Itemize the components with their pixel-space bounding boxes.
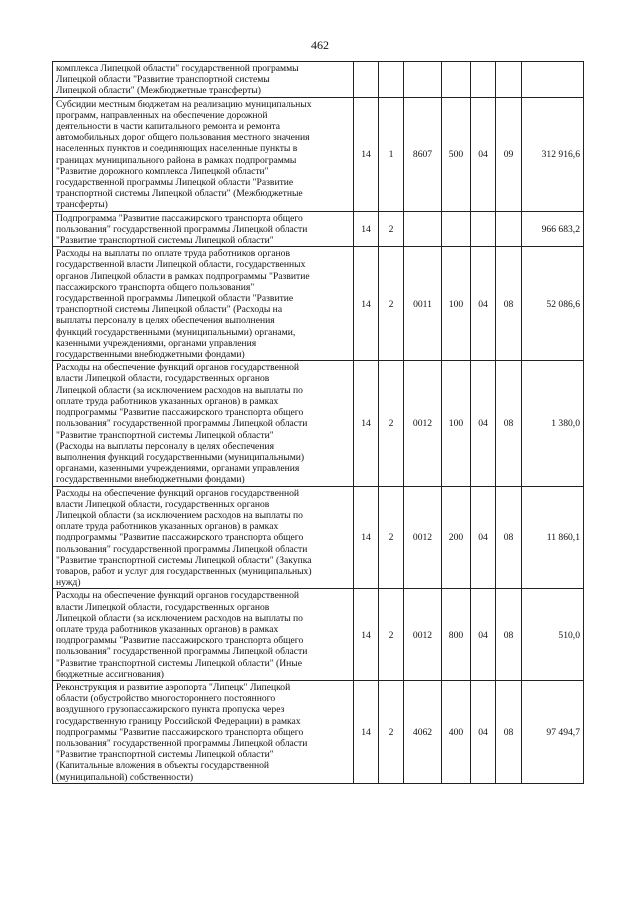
table-row xyxy=(53,211,584,247)
subchapter-code: 09 xyxy=(496,97,522,211)
description-line: населенных пунктов и соединяющих населенные пункты в xyxy=(56,143,298,155)
description-line: Липецкой области (за исключением расходов на выплаты по xyxy=(56,384,303,396)
subchapter-code: 08 xyxy=(496,247,522,361)
subchapter-code: 08 xyxy=(496,589,522,681)
subsection-code: 2 xyxy=(379,486,404,589)
row-description xyxy=(53,247,354,361)
chapter-code xyxy=(471,62,496,98)
description-line: Расходы на выплаты по оплате труда работников органов xyxy=(56,248,290,260)
chapter-code: 04 xyxy=(471,680,496,783)
row-description xyxy=(53,486,354,589)
expense-type-code: 400 xyxy=(442,680,471,783)
description-line: государственными внебюджетными фондами) xyxy=(56,349,245,361)
target-item-code: 0012 xyxy=(404,589,442,681)
expense-type-code xyxy=(442,211,471,247)
subsection-code: 2 xyxy=(379,680,404,783)
description-line: пользования" государственной программы Липецкой области xyxy=(56,646,308,658)
target-item-code: 0011 xyxy=(404,247,442,361)
row-description xyxy=(53,97,354,211)
description-line: оплате труда работников указанных органов) в рамках xyxy=(56,623,279,635)
description-line: Подпрограмма "Развитие пассажирского транспорта общего xyxy=(56,212,303,224)
target-item-code: 0012 xyxy=(404,361,442,486)
row-description xyxy=(53,211,354,247)
description-line: транспортной системы Липецкой области" (Межбюджетные xyxy=(56,188,303,200)
table-row xyxy=(53,589,584,681)
description-line: органов Липецкой области в рамках подпрограммы "Развитие xyxy=(56,270,310,282)
description-line: власти Липецкой области, государственных органов xyxy=(56,601,270,613)
description-line: подпрограммы "Развитие пассажирского транспорта общего xyxy=(56,726,304,738)
description-line: (Расходы на выплаты персоналу в целях обеспечения xyxy=(56,440,274,452)
description-line: программ, направленных на обеспечение дорожной xyxy=(56,109,268,121)
description-line: "Развитие транспортной системы Липецкой области" xyxy=(56,429,274,441)
description-line: Липецкой области "Развитие транспортной системы xyxy=(56,74,270,86)
section-code: 14 xyxy=(354,589,379,681)
description-line: бюджетные ассигнования) xyxy=(56,668,164,680)
expense-type-code: 100 xyxy=(442,361,471,486)
chapter-code xyxy=(471,211,496,247)
chapter-code: 04 xyxy=(471,247,496,361)
chapter-code: 04 xyxy=(471,97,496,211)
target-item-code xyxy=(404,211,442,247)
description-line: области (обустройство многостороннего постоянного xyxy=(56,693,276,705)
description-line: государственной программы Липецкой области "Развитие xyxy=(56,293,294,305)
description-line: деятельности в части капитального ремонта и ремонта xyxy=(56,121,281,133)
section-code: 14 xyxy=(354,247,379,361)
target-item-code: 8607 xyxy=(404,97,442,211)
table-row xyxy=(53,97,584,211)
description-line: Расходы на обеспечение функций органов государственной xyxy=(56,362,300,374)
description-line: подпрограммы "Развитие пассажирского транспорта общего xyxy=(56,635,304,647)
description-line: подпрограммы "Развитие пассажирского транспорта общего xyxy=(56,407,304,419)
budget-table-body xyxy=(53,62,584,784)
description-line: пользования" государственной программы Липецкой области xyxy=(56,418,308,430)
budget-table xyxy=(52,61,584,784)
target-item-code: 0012 xyxy=(404,486,442,589)
description-line: Реконструкция и развитие аэропорта "Липецк" Липецкой xyxy=(56,681,291,693)
subsection-code: 2 xyxy=(379,589,404,681)
target-item-code xyxy=(404,62,442,98)
description-line: Липецкой области (за исключением расходов на выплаты по xyxy=(56,509,303,521)
description-line: государственной программы Липецкой области "Развитие xyxy=(56,177,294,189)
description-line: товаров, работ и услуг для государственных (муниципальных) xyxy=(56,565,312,577)
section-code: 14 xyxy=(354,97,379,211)
description-line: власти Липецкой области, государственных органов xyxy=(56,498,270,510)
description-line: государственную границу Российской Федерации) в рамках xyxy=(56,715,301,727)
description-line: казенными учреждениями, органами управления xyxy=(56,337,257,349)
description-line: воздушного грузопассажирского пункта пропуска через xyxy=(56,704,285,716)
description-line: Расходы на обеспечение функций органов государственной xyxy=(56,590,300,602)
amount-cell: 312 916,6 xyxy=(522,97,584,211)
subsection-code: 1 xyxy=(379,97,404,211)
row-description xyxy=(53,680,354,783)
amount-cell: 966 683,2 xyxy=(522,211,584,247)
description-line: функций государственными (муниципальными) органами, xyxy=(56,326,296,338)
expense-type-code xyxy=(442,62,471,98)
description-line: трансферты) xyxy=(56,199,108,211)
subchapter-code: 08 xyxy=(496,680,522,783)
row-description xyxy=(53,62,354,98)
description-line: автомобильных дорог общего пользования местного значения xyxy=(56,132,310,144)
table-row xyxy=(53,361,584,486)
section-code xyxy=(354,62,379,98)
description-line: подпрограммы "Развитие пассажирского транспорта общего xyxy=(56,532,304,544)
page-number: 462 xyxy=(311,38,329,52)
amount-cell: 52 086,6 xyxy=(522,247,584,361)
description-line: выполнения функций государственными (муниципальными) xyxy=(56,451,305,463)
subchapter-code: 08 xyxy=(496,486,522,589)
subsection-code xyxy=(379,62,404,98)
description-line: "Развитие транспортной системы Липецкой области" xyxy=(56,749,274,761)
amount-cell: 510,0 xyxy=(522,589,584,681)
expense-type-code: 100 xyxy=(442,247,471,361)
amount-cell: 11 860,1 xyxy=(522,486,584,589)
description-line: "Развитие дорожного комплекса Липецкой области" xyxy=(56,165,269,177)
description-line: пользования" государственной программы Липецкой области xyxy=(56,223,308,235)
description-line: пользования" государственной программы Липецкой области xyxy=(56,543,308,555)
description-line: органами, казенными учреждениями, органами управления xyxy=(56,463,300,475)
description-line: транспортной системы Липецкой области" (Расходы на xyxy=(56,304,283,316)
description-line: "Развитие транспортной системы Липецкой области" xyxy=(56,235,274,247)
amount-cell: 97 494,7 xyxy=(522,680,584,783)
description-line: выплаты персоналу в целях обеспечения выполнения xyxy=(56,315,275,327)
subchapter-code xyxy=(496,62,522,98)
description-line: Липецкой области" (Межбюджетные трансферты) xyxy=(56,85,261,97)
description-line: власти Липецкой области, государственных органов xyxy=(56,373,270,385)
target-item-code: 4062 xyxy=(404,680,442,783)
section-code: 14 xyxy=(354,680,379,783)
description-line: (Капитальные вложения в объекты государственной xyxy=(56,760,270,772)
section-code: 14 xyxy=(354,486,379,589)
chapter-code: 04 xyxy=(471,486,496,589)
row-description xyxy=(53,589,354,681)
chapter-code: 04 xyxy=(471,361,496,486)
table-row xyxy=(53,62,584,98)
chapter-code: 04 xyxy=(471,589,496,681)
subsection-code: 2 xyxy=(379,361,404,486)
expense-type-code: 500 xyxy=(442,97,471,211)
description-line: Липецкой области (за исключением расходов на выплаты по xyxy=(56,612,303,624)
table-row xyxy=(53,486,584,589)
row-description xyxy=(53,361,354,486)
description-line: комплекса Липецкой области" государственной программы xyxy=(56,63,299,74)
description-line: государственными внебюджетными фондами) xyxy=(56,474,245,486)
expense-type-code: 200 xyxy=(442,486,471,589)
description-line: нужд) xyxy=(56,577,81,589)
amount-cell xyxy=(522,62,584,98)
expense-type-code: 800 xyxy=(442,589,471,681)
subchapter-code: 08 xyxy=(496,361,522,486)
description-line: границах муниципального района в рамках подпрограммы xyxy=(56,154,297,166)
description-line: (муниципальной) собственности) xyxy=(56,771,194,783)
description-line: "Развитие транспортной системы Липецкой области" (Закупка xyxy=(56,554,312,566)
description-line: пассажирского транспорта общего пользования" xyxy=(56,281,255,293)
section-code: 14 xyxy=(354,211,379,247)
subchapter-code xyxy=(496,211,522,247)
description-line: "Развитие транспортной системы Липецкой области" (Иные xyxy=(56,657,302,669)
amount-cell: 1 380,0 xyxy=(522,361,584,486)
subsection-code: 2 xyxy=(379,247,404,361)
description-line: пользования" государственной программы Липецкой области xyxy=(56,737,308,749)
description-line: оплате труда работников указанных органов) в рамках xyxy=(56,521,279,533)
section-code: 14 xyxy=(354,361,379,486)
description-line: оплате труда работников указанных органов) в рамках xyxy=(56,395,279,407)
description-line: Субсидии местным бюджетам на реализацию муниципальных xyxy=(56,98,312,110)
description-line: государственной власти Липецкой области, государственных xyxy=(56,259,306,271)
subsection-code: 2 xyxy=(379,211,404,247)
table-row xyxy=(53,247,584,361)
description-line: Расходы на обеспечение функций органов государственной xyxy=(56,487,300,499)
table-row xyxy=(53,680,584,783)
